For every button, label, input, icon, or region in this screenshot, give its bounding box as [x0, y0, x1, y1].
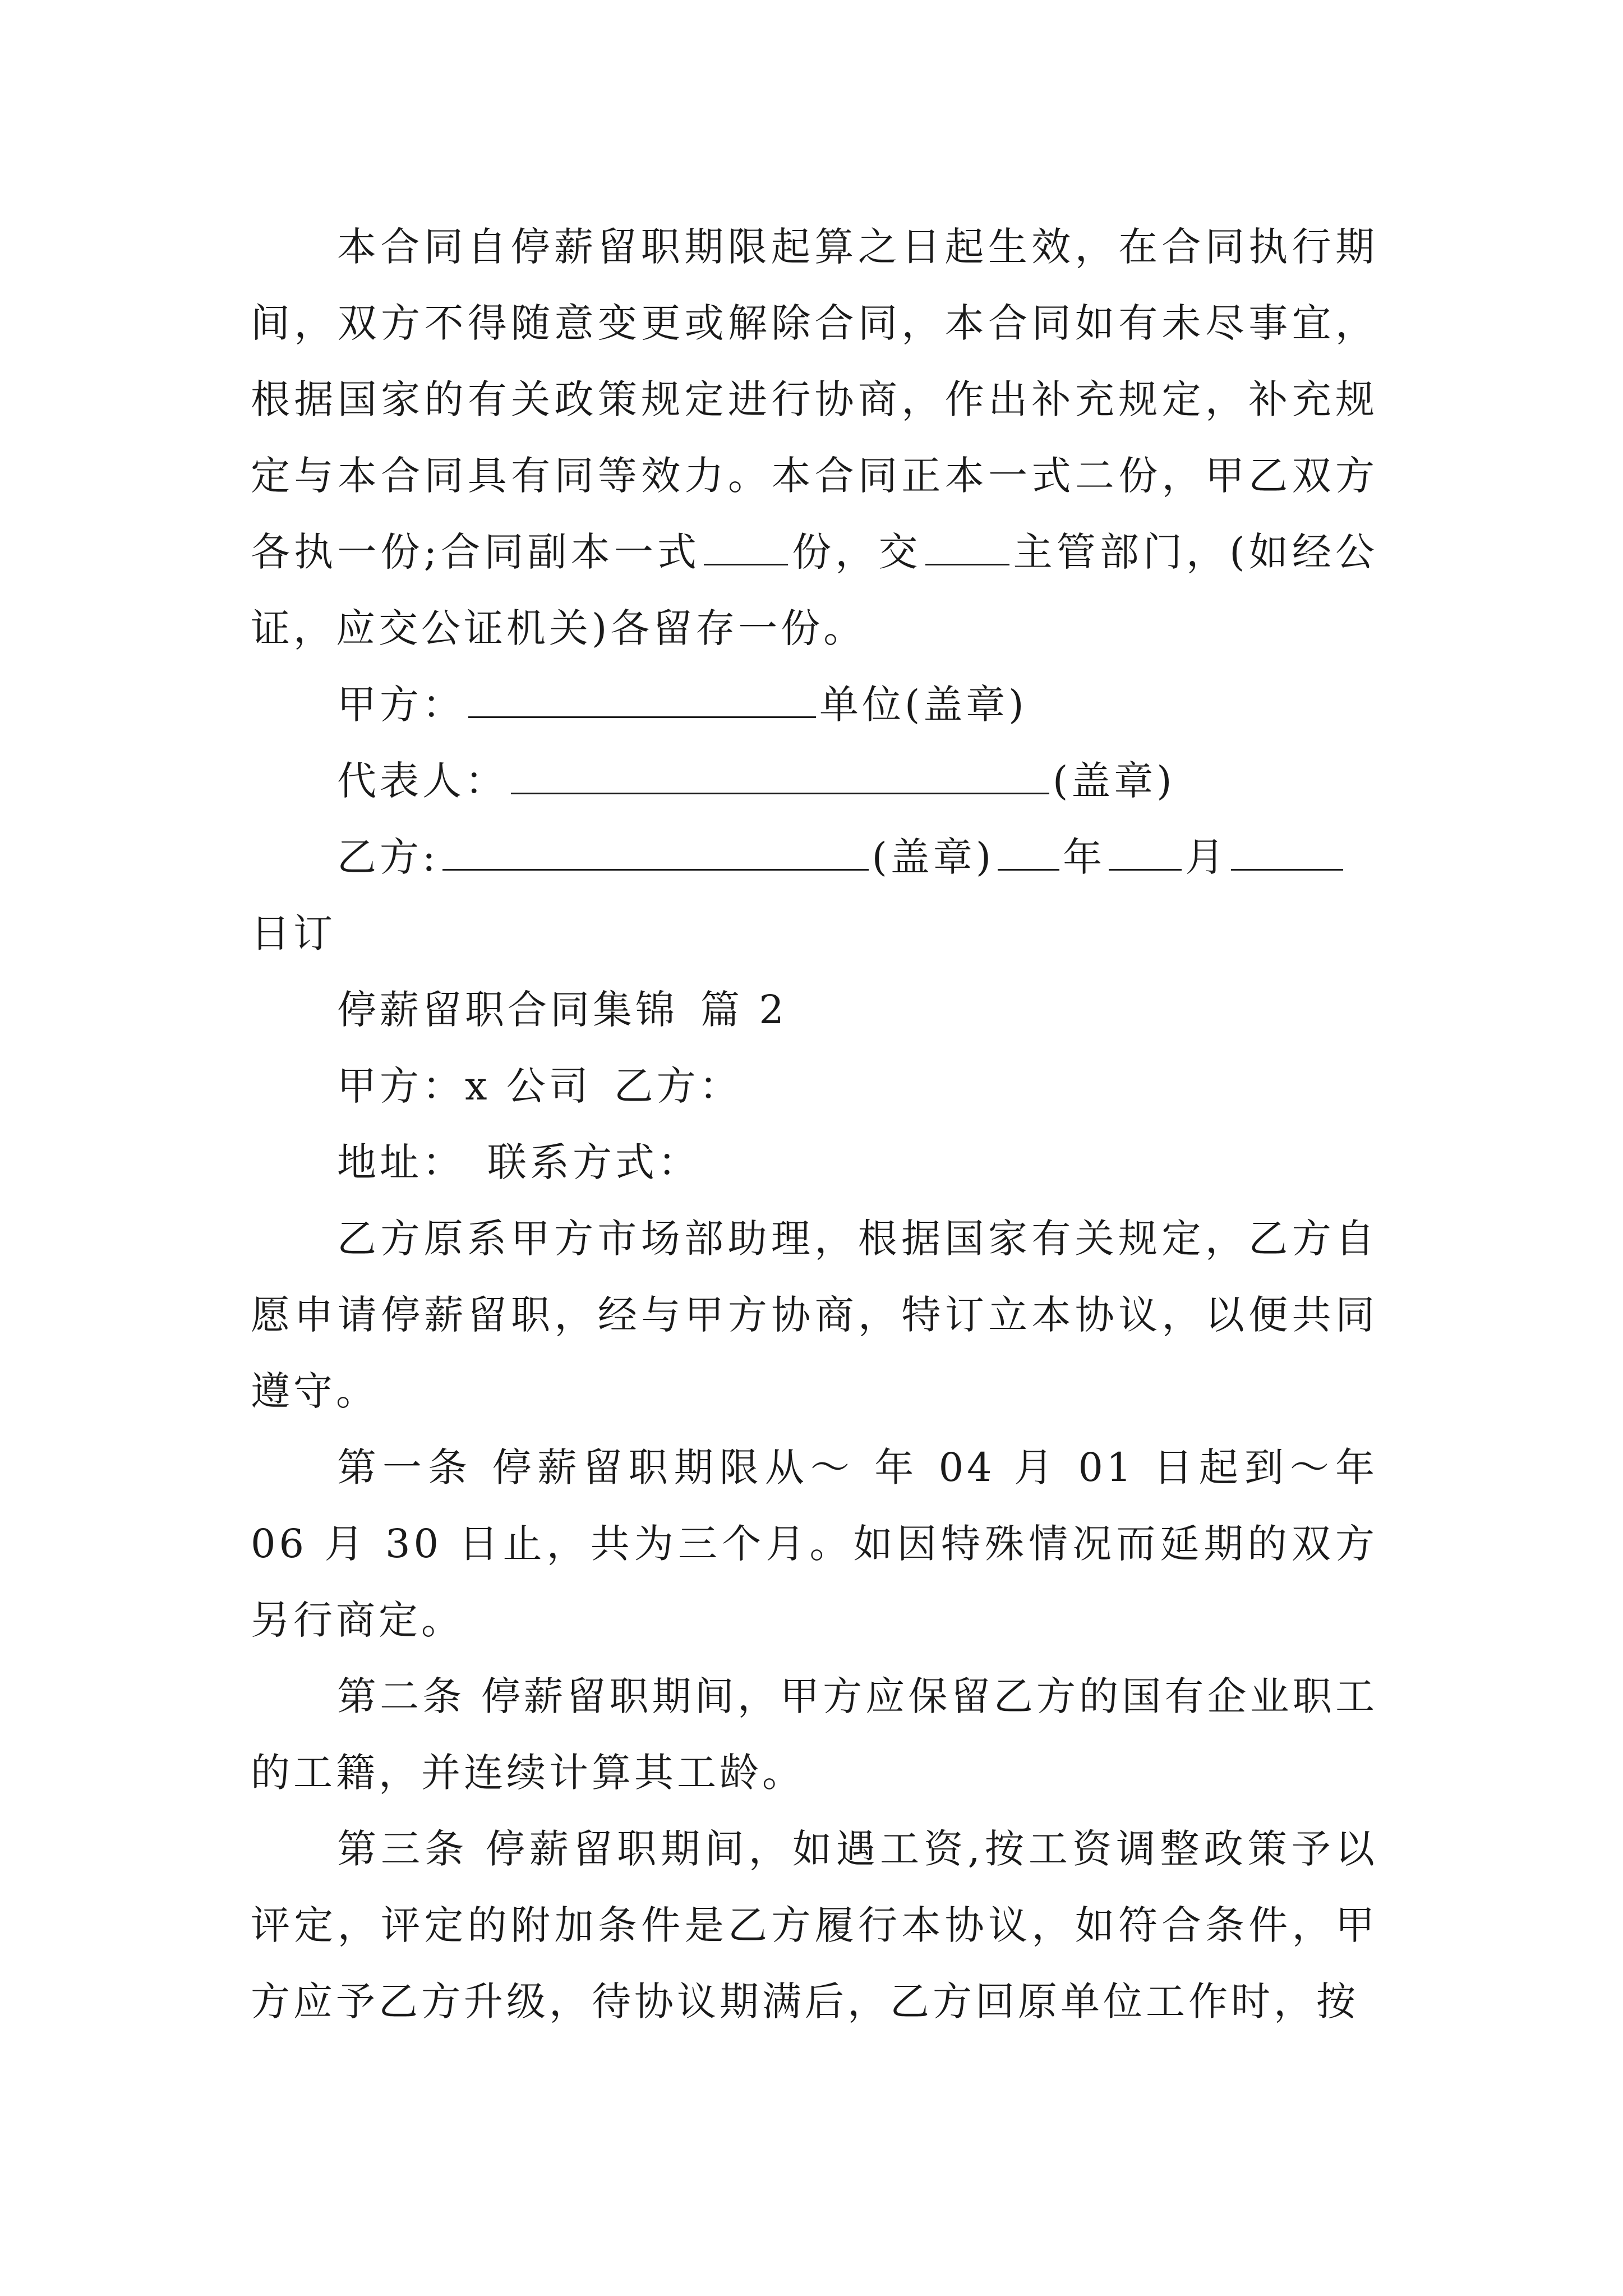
representative-label: 代表人： [337, 758, 508, 804]
document-body [251, 209, 1378, 2040]
year-blank [998, 830, 1059, 871]
party-a-signature-line [251, 666, 1378, 743]
month-label: 月 [1185, 834, 1228, 880]
clause-text: 主管部门，(如经公证，应交公证机关)各留存一份。 [251, 529, 1378, 651]
date-suffix-line [251, 895, 1378, 972]
party-b-info: 乙方： [614, 1063, 742, 1109]
address-label: 地址： [337, 1139, 465, 1185]
department-blank [925, 524, 1009, 565]
section-title: 停薪留职合同集锦 [337, 987, 678, 1033]
article-2-paragraph: 第二条 停薪留职期间，甲方应保留乙方的国有企业职工的工籍，并连续计算其工龄。 [251, 1673, 1378, 1796]
day-sign-label: 日订 [251, 910, 336, 956]
section-part: 篇 2 [700, 987, 787, 1033]
representative-blank [511, 753, 1049, 794]
party-a-seal: 单位(盖章) [819, 682, 1027, 728]
day-blank [1231, 830, 1343, 871]
intro-paragraph: 乙方原系甲方市场部助理，根据国家有关规定，乙方自愿申请停薪留职，经与甲方协商，特订立本协议，以便共同遵守。 [251, 1216, 1378, 1414]
address-contact-line [251, 1124, 1378, 1200]
representative-signature-line [251, 743, 1378, 819]
copies-blank [704, 524, 788, 565]
section-heading [251, 972, 1378, 1048]
clause-text: 本合同自停薪留职期限起算之日起生效，在合同执行期间，双方不得随意变更或解除合同，本合同如有未尽事宜，根据国家的有关政策规定进行协商，作出补充规定，补充规定与本合同具有同等效力。本合同正本一式二份，甲乙双方各执一份;合同副本一式 [251, 224, 1378, 575]
party-a-info: 甲方：x 公司 [337, 1063, 592, 1109]
closing-clause-paragraph [251, 209, 1378, 666]
clause-text: 份，交 [791, 529, 922, 575]
party-a-label: 甲方： [337, 682, 465, 728]
article-3-paragraph: 第三条 停薪留职期间，如遇工资,按工资调整政策予以评定，评定的附加条件是乙方履行本协议，如符合条件，甲方应予乙方升级，待协议期满后，乙方回原单位工作时，按 [251, 1826, 1378, 2024]
party-b-blank [442, 830, 869, 871]
party-b-seal: (盖章) [872, 834, 995, 880]
representative-seal: (盖章) [1053, 758, 1175, 804]
party-b-signature-line [251, 819, 1378, 895]
party-a-blank [468, 677, 816, 718]
article-1-paragraph: 第一条 停薪留职期限从～ 年 04 月 01 日起到～年 06 月 30 日止，共为三个月。如因特殊情况而延期的双方另行商定。 [251, 1444, 1378, 1643]
parties-line [251, 1048, 1378, 1124]
year-label: 年 [1063, 834, 1106, 880]
contact-label: 联系方式： [487, 1139, 700, 1185]
party-b-label: 乙方: [337, 834, 439, 880]
month-blank [1109, 830, 1182, 871]
